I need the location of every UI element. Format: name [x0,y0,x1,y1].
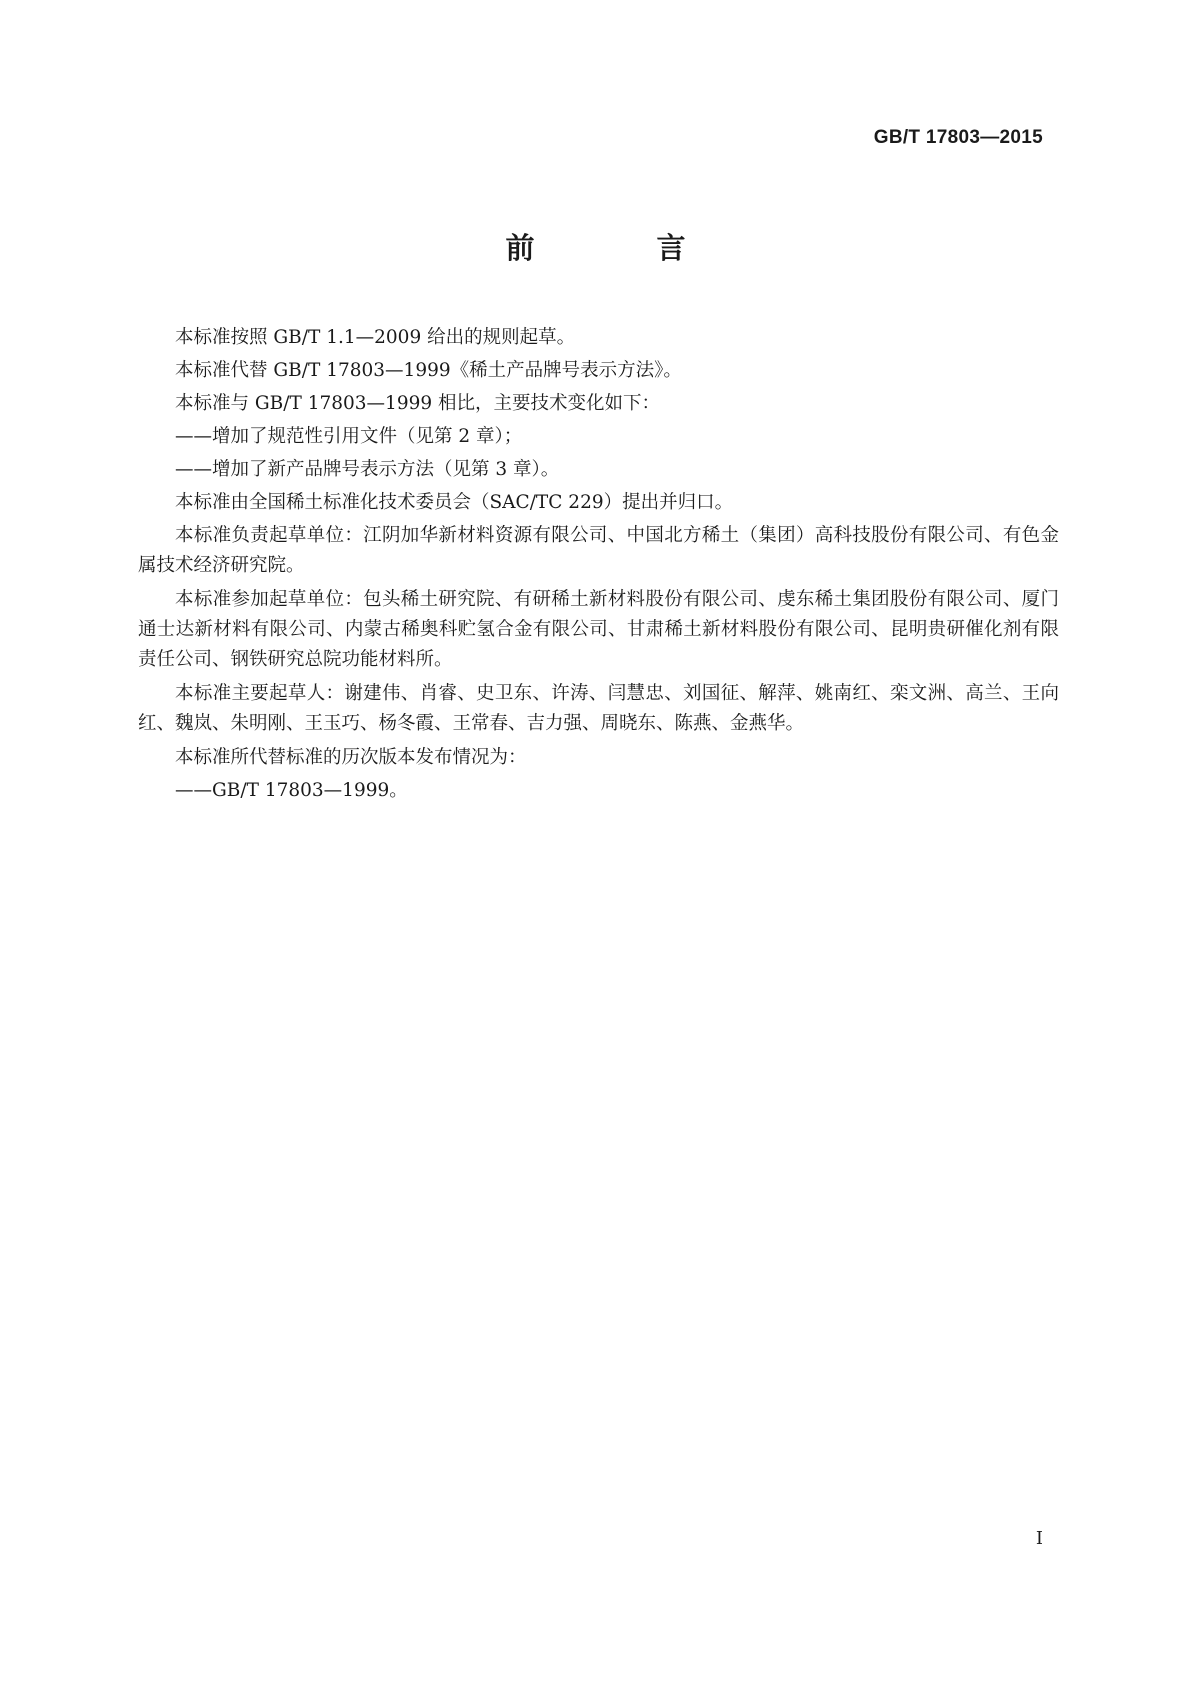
paragraph: 本标准所代替标准的历次版本发布情况为： [175,747,527,768]
standard-code: GB/T 17803—2015 [873,127,1043,148]
page-number: I [1035,1528,1043,1549]
page-title: 前 言 [505,231,742,265]
paragraph: 本标准主要起草人：谢建伟、肖睿、史卫东、许涛、闫慧忠、刘国征、解萍、姚南红、栾文洲、高兰、王向红、魏岚、朱明刚、王玉巧、杨冬霞、王常春、吉力强、周晓东、陈燕、金燕华。 [138,683,1059,734]
paragraph: 本标准与 GB/T 17803—1999 相比，主要技术变化如下： [175,393,661,414]
list-item: ——GB/T 17803—1999。 [175,780,408,801]
paragraph: 本标准按照 GB/T 1.1—2009 给出的规则起草。 [175,327,576,348]
list-item: ——增加了规范性引用文件（见第 2 章）； [175,426,523,447]
list-item: ——增加了新产品牌号表示方法（见第 3 章）。 [175,459,560,480]
document-body [138,323,1059,809]
paragraph: 本标准代替 GB/T 17803—1999《稀土产品牌号表示方法》。 [175,360,682,381]
paragraph: 本标准由全国稀土标准化技术委员会（SAC/TC 229）提出并归口。 [175,492,734,513]
paragraph: 本标准参加起草单位：包头稀土研究院、有研稀土新材料股份有限公司、虔东稀土集团股份有限公司、厦门通士达新材料有限公司、内蒙古稀奥科贮氢合金有限公司、甘肃稀土新材料股份有限公司、昆明贵研催化剂有限责任公司、钢铁研究总院功能材料所。 [138,589,1059,670]
paragraph: 本标准负责起草单位：江阴加华新材料资源有限公司、中国北方稀土（集团）高科技股份有限公司、有色金属技术经济研究院。 [138,525,1059,576]
